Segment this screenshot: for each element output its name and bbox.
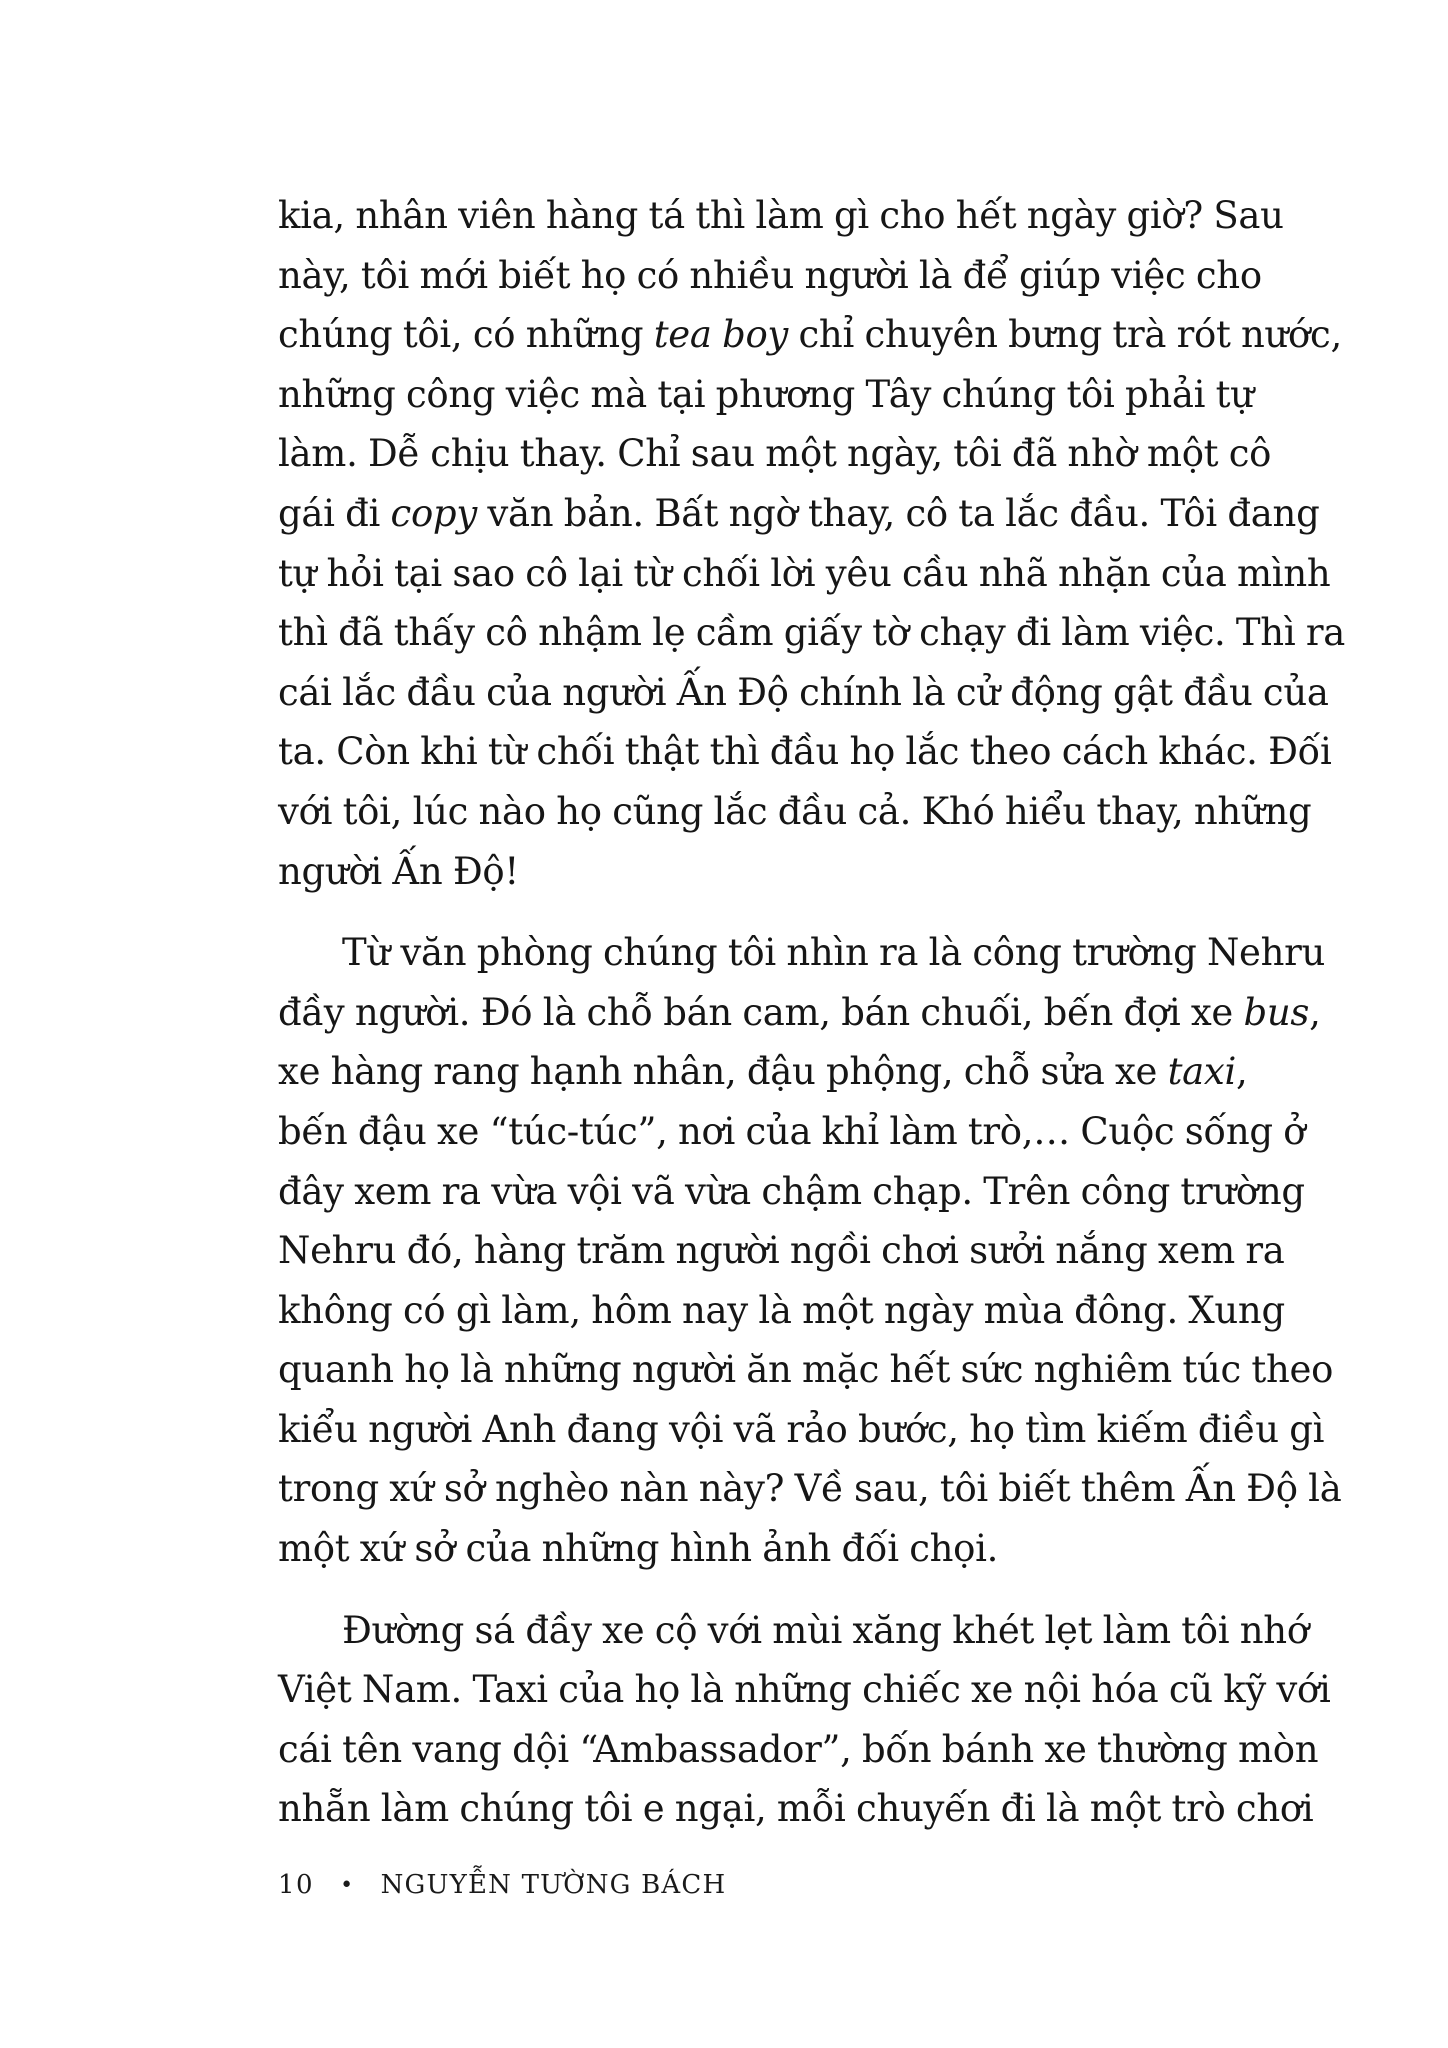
text-line: trong xứ sở nghèo nàn này? Về sau, tôi biết thêm Ấn Độ là: [278, 1467, 1342, 1511]
text-line: với tôi, lúc nào họ cũng lắc đầu cả. Khó hiểu thay, những: [278, 789, 1312, 833]
italic-term: copy: [390, 491, 477, 535]
text-line: [278, 983, 1321, 1043]
text-line: đây xem ra vừa vội vã vừa chậm chạp. Trên công trường: [278, 1169, 1305, 1213]
text-line: bến đậu xe “túc-túc”, nơi của khỉ làm trò,… Cuộc sống ở: [278, 1109, 1306, 1153]
text-line: Từ văn phòng chúng tôi nhìn ra là công trường Nehru: [342, 931, 1326, 975]
text-line: này, tôi mới biết họ có nhiều người là để giúp việc cho: [278, 253, 1262, 297]
italic-term: taxi: [1167, 1050, 1237, 1094]
author-name: NGUYỄN TƯỜNG BÁCH: [380, 1870, 727, 1900]
text-line: Nehru đó, hàng trăm người ngồi chơi sưởi nắng xem ra: [278, 1229, 1285, 1273]
text-line: cái tên vang dội “Ambassador”, bốn bánh xe thường mòn: [278, 1727, 1319, 1771]
text-line: quanh họ là những người ăn mặc hết sức nghiêm túc theo: [278, 1348, 1334, 1392]
text-line: [278, 1042, 1248, 1102]
footer-separator: •: [340, 1872, 355, 1898]
body-text: [278, 186, 1345, 1839]
text-line: thì đã thấy cô nhậm lẹ cầm giấy tờ chạy đi làm việc. Thì ra: [278, 611, 1345, 655]
text-run: xe hàng rang hạnh nhân, đậu phộng, chỗ sửa xe: [278, 1050, 1168, 1094]
text-run: đầy người. Đó là chỗ bán cam, bán chuối, bến đợi xe: [278, 990, 1244, 1034]
text-line: những công việc mà tại phương Tây chúng tôi phải tự: [278, 372, 1254, 416]
italic-term: tea boy: [653, 313, 789, 357]
text-run: ,: [1236, 1050, 1248, 1094]
text-line: Đường sá đầy xe cộ với mùi xăng khét lẹt làm tôi nhớ: [342, 1608, 1309, 1652]
text-line: nhẵn làm chúng tôi e ngại, mỗi chuyến đi là một trò chơi: [278, 1787, 1314, 1831]
text-line: [278, 484, 1320, 544]
page-footer: [278, 1870, 726, 1900]
paragraph: [278, 1601, 1331, 1839]
text-line: ta. Còn khi từ chối thật thì đầu họ lắc theo cách khác. Đối: [278, 730, 1332, 774]
text-line: người Ấn Độ!: [278, 849, 519, 893]
text-run: văn bản. Bất ngờ thay, cô ta lắc đầu. Tôi đang: [476, 491, 1320, 535]
text-line: tự hỏi tại sao cô lại từ chối lời yêu cầu nhã nhặn của mình: [278, 551, 1331, 595]
text-run: chỉ chuyên bưng trà rót nước,: [788, 313, 1342, 357]
text-run: gái đi: [278, 491, 391, 535]
text-line: cái lắc đầu của người Ấn Độ chính là cử động gật đầu của: [278, 670, 1329, 714]
text-line: một xứ sở của những hình ảnh đối chọi.: [278, 1527, 999, 1571]
italic-term: bus: [1243, 990, 1310, 1034]
page-number: 10: [278, 1870, 315, 1900]
text-line: kiểu người Anh đang vội vã rảo bước, họ tìm kiếm điều gì: [278, 1407, 1325, 1451]
paragraph: [278, 923, 1342, 1579]
text-run: ,: [1309, 990, 1321, 1034]
text-line: kia, nhân viên hàng tá thì làm gì cho hết ngày giờ? Sau: [278, 194, 1284, 237]
text-line: không có gì làm, hôm nay là một ngày mùa đông. Xung: [278, 1288, 1285, 1332]
text-run: chúng tôi, có những: [278, 313, 654, 357]
text-line: làm. Dễ chịu thay. Chỉ sau một ngày, tôi đã nhờ một cô: [278, 432, 1272, 476]
paragraph: [278, 186, 1345, 901]
text-line: [278, 305, 1342, 365]
text-line: Việt Nam. Taxi của họ là những chiếc xe nội hóa cũ kỹ với: [278, 1668, 1331, 1712]
